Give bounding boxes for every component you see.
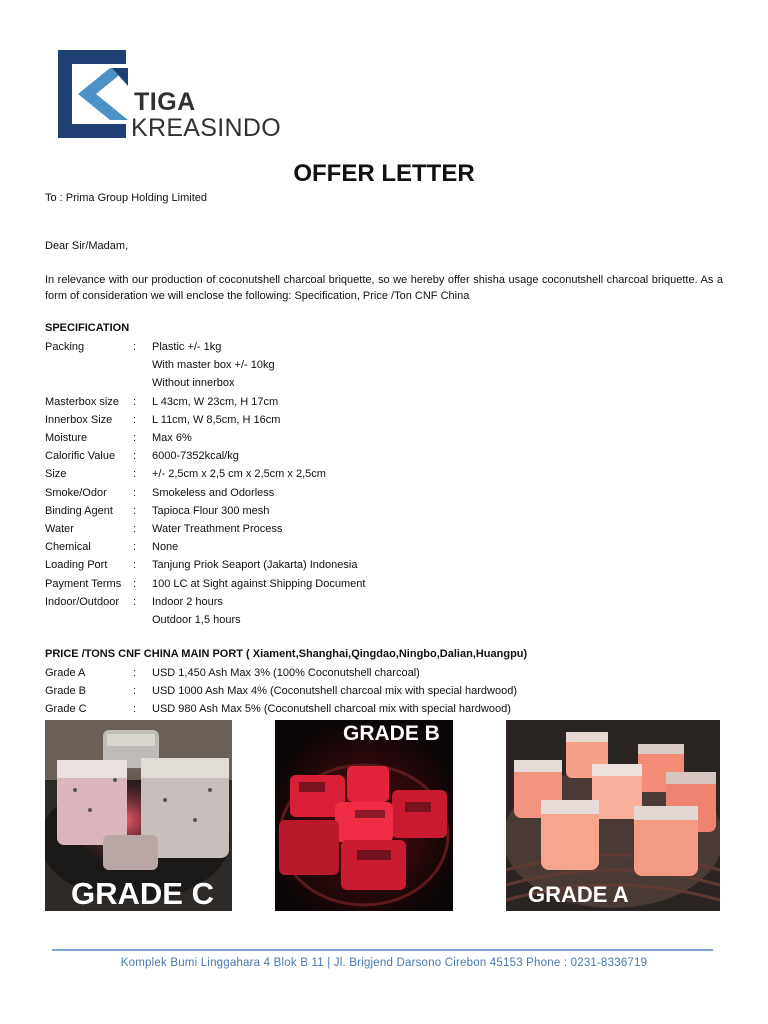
spec-label: Masterbox size — [45, 395, 119, 408]
spec-value: None — [152, 541, 179, 554]
spec-colon: : — [133, 432, 137, 445]
spec-row — [45, 429, 365, 447]
specification-table — [45, 338, 365, 629]
spec-label: Water — [45, 522, 74, 535]
spec-value: Outdoor 1,5 hours — [152, 613, 241, 626]
spec-colon: : — [133, 341, 137, 354]
spec-colon: : — [133, 595, 137, 608]
salutation: Dear Sir/Madam, — [45, 240, 129, 252]
spec-value: Tanjung Priok Seaport (Jakarta) Indonesia — [152, 559, 358, 572]
footer-divider — [52, 949, 713, 951]
spec-label: Calorific Value — [45, 450, 116, 463]
spec-row — [45, 574, 365, 592]
recipient-line: To : Prima Group Holding Limited — [45, 192, 208, 204]
spec-value: L 11cm, W 8,5cm, H 16cm — [152, 413, 281, 426]
spec-value: L 43cm, W 23cm, H 17cm — [152, 395, 279, 408]
spec-row — [45, 356, 365, 374]
spec-row — [45, 411, 365, 429]
spec-label: Indoor/Outdoor — [45, 595, 119, 608]
grade-c-label: GRADE C — [71, 876, 214, 911]
spec-row — [45, 484, 365, 502]
spec-row — [45, 593, 365, 611]
spec-row — [45, 465, 365, 483]
spec-row — [45, 556, 365, 574]
spec-value: Indoor 2 hours — [152, 595, 223, 608]
spec-value: Max 6% — [152, 432, 192, 445]
grade-b-label: GRADE B — [343, 722, 440, 745]
spec-value: Without innerbox — [152, 377, 235, 390]
price-label: Grade A — [45, 667, 86, 679]
price-row — [45, 664, 517, 682]
spec-label: Packing — [45, 341, 85, 354]
price-value: USD 1,450 Ash Max 3% (100% Coconutshell charcoal) — [152, 667, 420, 679]
price-value: USD 1000 Ash Max 4% (Coconutshell charcoal mix with special hardwood) — [152, 685, 518, 697]
spec-colon: : — [133, 413, 137, 426]
spec-colon: : — [133, 559, 137, 572]
spec-label: Chemical — [45, 541, 91, 554]
price-row — [45, 700, 517, 718]
spec-label: Loading Port — [45, 559, 108, 572]
specification-heading: SPECIFICATION — [45, 322, 130, 334]
spec-value: Tapioca Flour 300 mesh — [152, 504, 270, 517]
spec-label: Binding Agent — [45, 504, 113, 517]
spec-colon: : — [133, 522, 137, 535]
spec-colon: : — [133, 395, 137, 408]
grade-a-photo — [506, 720, 720, 911]
spec-label: Size — [45, 468, 67, 481]
spec-row — [45, 447, 365, 465]
intro-paragraph: In relevance with our production of coconutshell charcoal briquette, so we hereby offer shisha usage coconutshell charcoal briquette. As a form of consideration we will enclose the following: Specification, Price /Ton CNF China — [45, 274, 723, 302]
price-label: Grade B — [45, 685, 86, 697]
charcoal-briquette-image — [275, 720, 453, 911]
spec-label: Payment Terms — [45, 577, 122, 590]
spec-value: With master box +/- 10kg — [152, 359, 275, 372]
grade-c-photo — [45, 720, 232, 911]
price-row — [45, 682, 517, 700]
price-colon: : — [133, 667, 137, 679]
page-title: OFFER LETTER — [293, 160, 475, 187]
spec-value: Water Treathment Process — [152, 522, 283, 535]
price-colon: : — [133, 685, 137, 697]
spec-row — [45, 502, 365, 520]
grade-a-label: GRADE A — [528, 882, 629, 907]
price-heading: PRICE /TONS CNF CHINA MAIN PORT ( Xiament,Shanghai,Qingdao,Ningbo,Dalian,Huangpu) — [45, 648, 528, 660]
price-value: USD 980 Ash Max 5% (Coconutshell charcoal mix with special hardwood) — [152, 703, 511, 715]
footer-address: Komplek Bumi Linggahara 4 Blok B 11 | Jl. Brigjend Darsono Cirebon 45153 Phone : 0231-8336719 — [120, 957, 648, 969]
price-table — [45, 664, 517, 718]
spec-colon: : — [133, 577, 137, 590]
price-label: Grade C — [45, 703, 87, 715]
spec-label: Smoke/Odor — [45, 486, 107, 499]
spec-value: 100 LC at Sight against Shipping Document — [152, 577, 366, 590]
spec-row — [45, 393, 365, 411]
spec-row — [45, 374, 365, 392]
spec-colon: : — [133, 450, 137, 463]
logo-text-kreasindo: KREASINDO — [131, 114, 281, 142]
spec-colon: : — [133, 468, 137, 481]
spec-value: +/- 2,5cm x 2,5 cm x 2,5cm x 2,5cm — [152, 468, 326, 481]
spec-value: Plastic +/- 1kg — [152, 341, 222, 354]
spec-row — [45, 520, 365, 538]
spec-value: 6000-7352kcal/kg — [152, 450, 239, 463]
spec-row — [45, 338, 365, 356]
spec-colon: : — [133, 486, 137, 499]
spec-row — [45, 611, 365, 629]
grade-b-photo — [275, 720, 453, 911]
spec-colon: : — [133, 541, 137, 554]
spec-colon: : — [133, 504, 137, 517]
price-colon: : — [133, 703, 137, 715]
spec-value: Smokeless and Odorless — [152, 486, 275, 499]
spec-label: Moisture — [45, 432, 88, 445]
logo-text-tiga: TIGA — [134, 88, 196, 116]
spec-label: Innerbox Size — [45, 413, 113, 426]
spec-row — [45, 538, 365, 556]
